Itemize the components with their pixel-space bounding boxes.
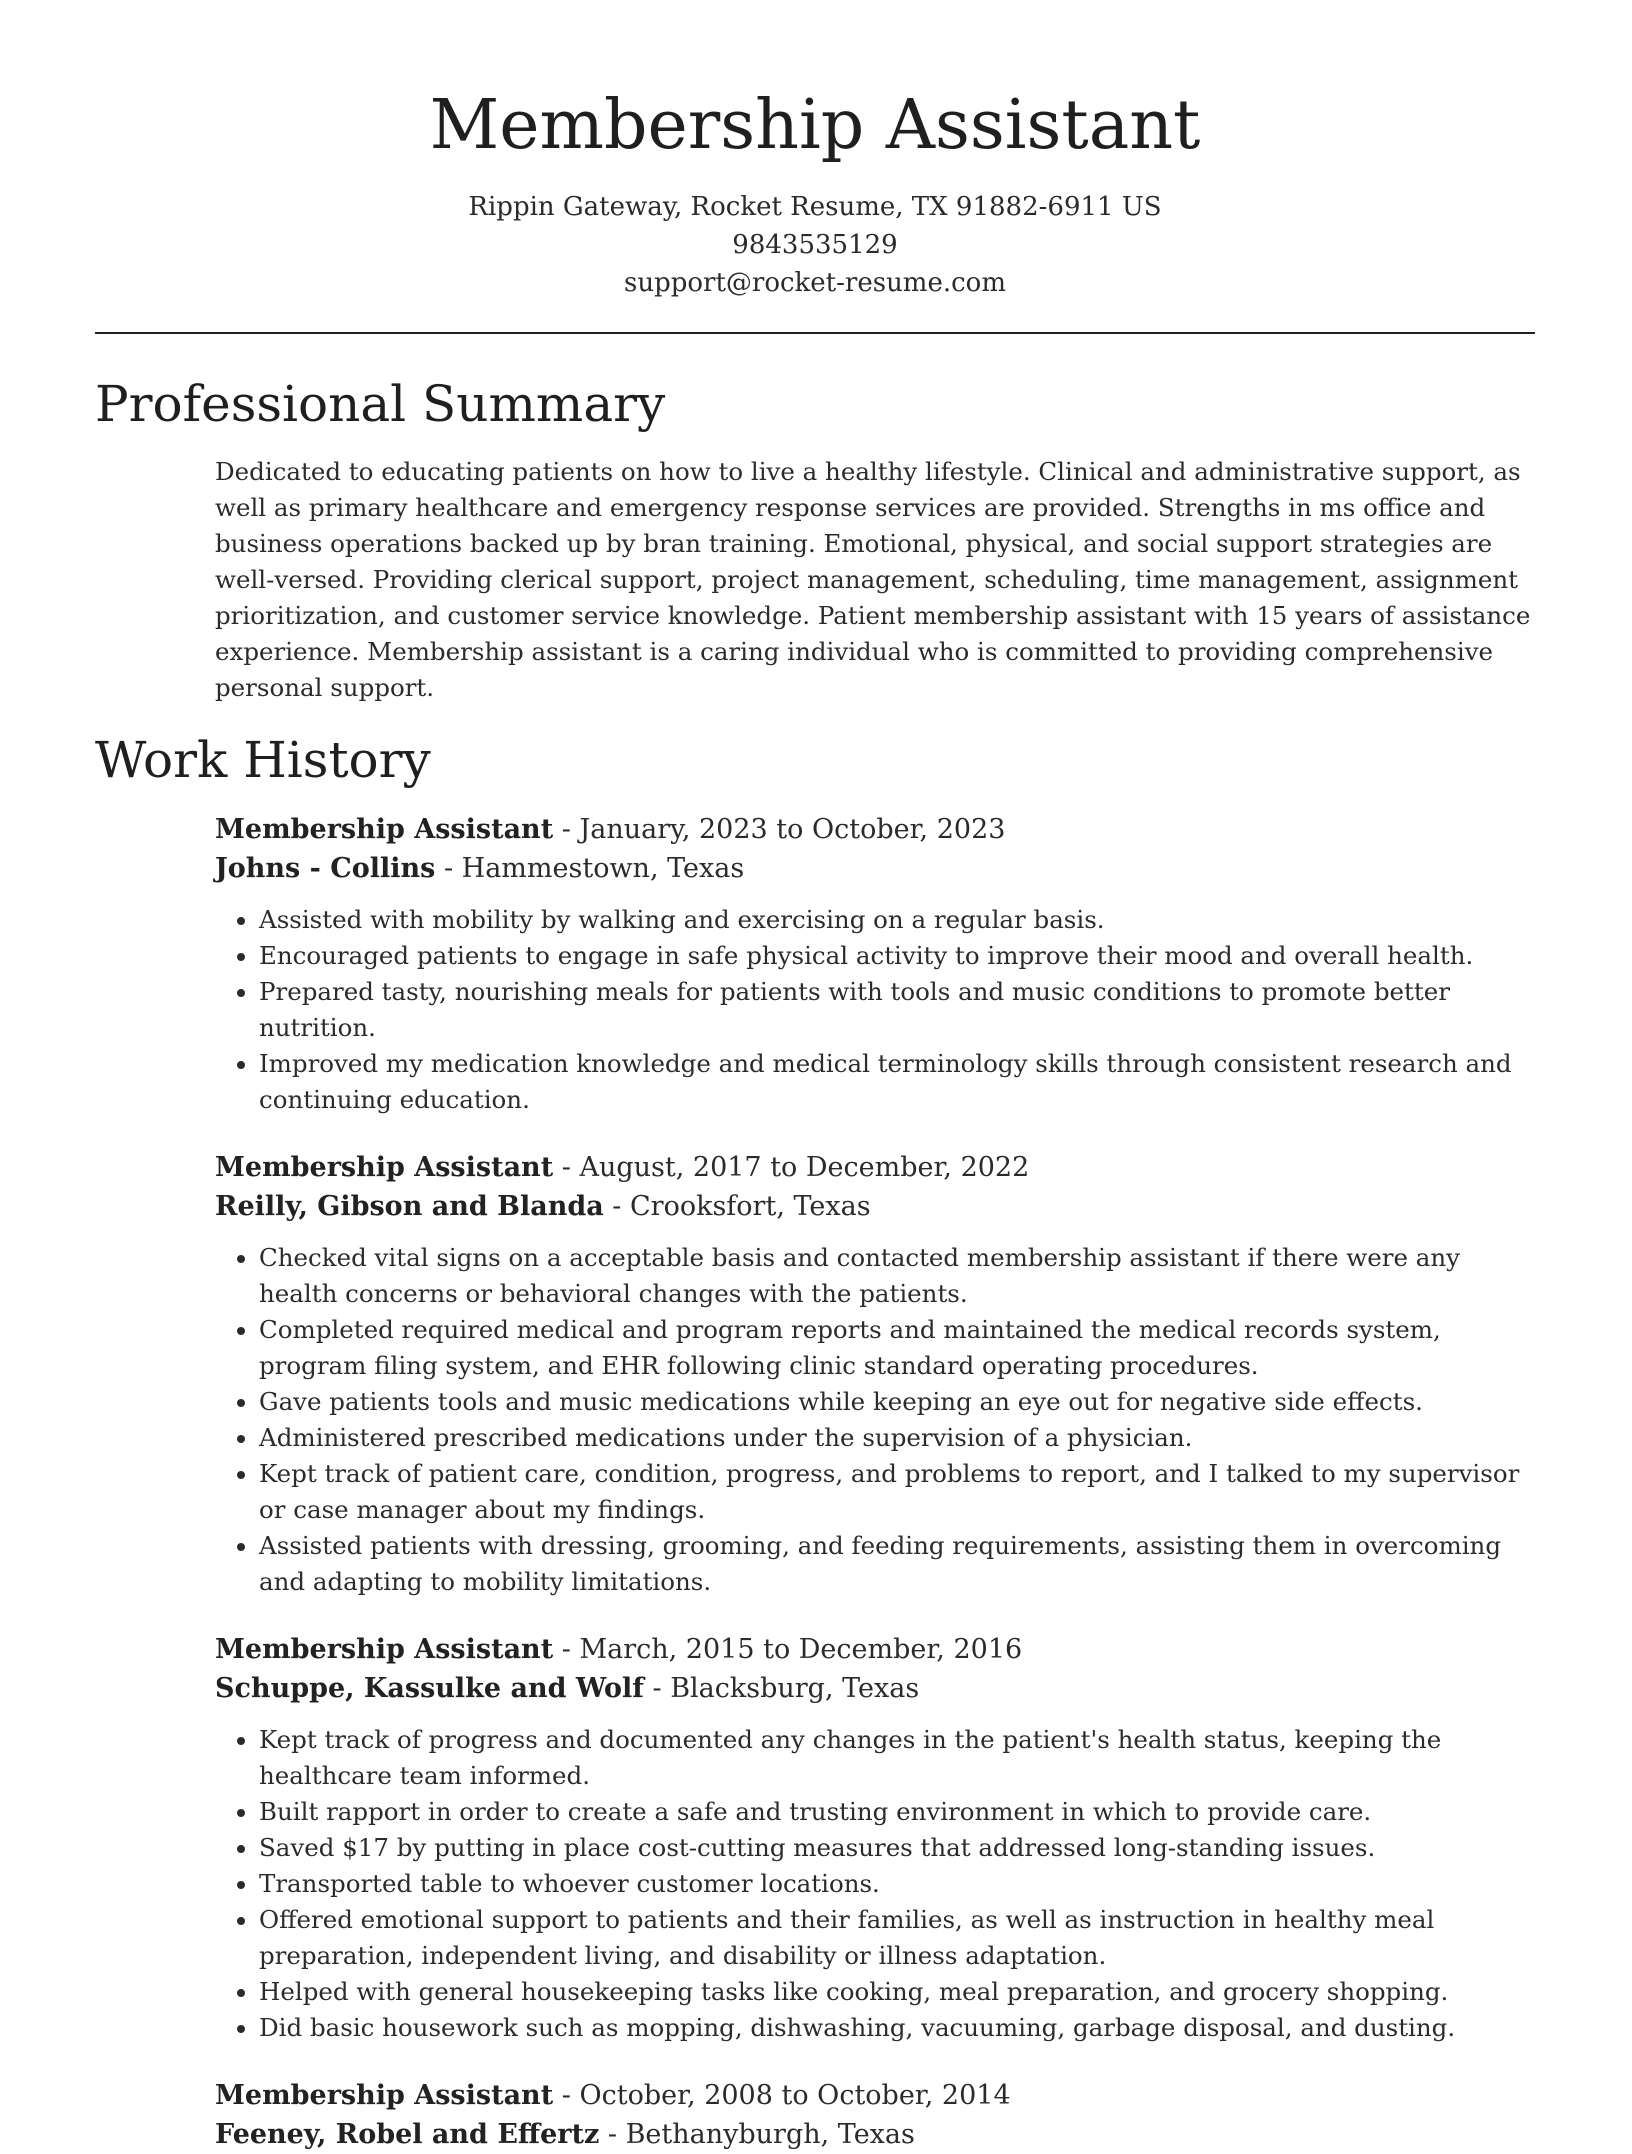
job-company: Johns - Collins — [215, 853, 436, 884]
job-duty-item: • Completed required medical and program reports and maintained the medical records system, program filing system, and EHR following clinic standard operating procedures. — [259, 1312, 1535, 1384]
contact-phone: 9843535129 — [732, 230, 898, 260]
job-duty-item: • Saved $17 by putting in place cost-cutting measures that addressed long-standing issues. — [259, 1830, 1535, 1866]
job-duty-item: • Checked vital signs on a acceptable basis and contacted membership assistant if there were any health concerns or behavioral changes with the patients. — [259, 1240, 1535, 1312]
job-separator: - — [435, 853, 462, 884]
job-separator: - — [553, 2080, 580, 2111]
job-duty-item: • Assisted with mobility by walking and exercising on a regular basis. — [259, 902, 1535, 938]
job-duties-list — [215, 1722, 1535, 2046]
resume-header — [95, 0, 1535, 302]
job-duty-item: • Encouraged patients to engage in safe physical activity to improve their mood and overall health. — [259, 938, 1535, 974]
job-duty-item: • Built rapport in order to create a safe and trusting environment in which to provide care. — [259, 1794, 1535, 1830]
job-duty-item: • Transported table to whoever customer locations. — [259, 1866, 1535, 1902]
candidate-name: Membership Assistant — [429, 86, 1201, 165]
job-title-line — [215, 2076, 1535, 2115]
job-entry — [215, 2076, 1535, 2154]
job-company-line — [215, 1187, 1535, 1226]
job-separator: - — [603, 1191, 631, 1222]
job-separator: - — [553, 814, 580, 845]
job-duty-item: • Prepared tasty, nourishing meals for patients with tools and music conditions to promote better nutrition. — [259, 974, 1535, 1046]
header-divider — [95, 332, 1535, 334]
job-duty-item: • Improved my medication knowledge and medical terminology skills through consistent research and continuing education. — [259, 1046, 1535, 1118]
job-company: Schuppe, Kassulke and Wolf — [215, 1673, 644, 1704]
work-history-heading: Work History — [95, 731, 431, 789]
job-location: Blacksburg, Texas — [670, 1673, 920, 1704]
job-separator: - — [553, 1152, 580, 1183]
job-company-line — [215, 2115, 1535, 2154]
job-duties-list — [215, 1240, 1535, 1600]
job-location: Bethanyburgh, Texas — [625, 2119, 915, 2150]
job-company: Feeney, Robel and Effertz — [215, 2119, 600, 2150]
job-title: Membership Assistant — [215, 1152, 554, 1183]
contact-email: support@rocket-resume.com — [623, 268, 1006, 298]
job-title: Membership Assistant — [215, 2080, 554, 2111]
job-title-line — [215, 1148, 1535, 1187]
summary-text: Dedicated to educating patients on how to live a healthy lifestyle. Clinical and administrative support, as well as primary healthcare and emergency response services are provided. Strengths in ms office and business operations backed up by bran training. Emotional, physical, and social support strategies are well-versed. Providing clerical support, project management, scheduling, time management, assignment prioritization, and customer service knowledge. Patient membership assistant with 15 years of assistance experience. Membership assistant is a caring individual who is committed to providing comprehensive personal support. — [215, 457, 1531, 702]
resume-page — [95, 0, 1535, 2154]
job-duty-item: • Offered emotional support to patients and their families, as well as instruction in healthy meal preparation, independent living, and disability or illness adaptation. — [259, 1902, 1535, 1974]
job-separator: - — [643, 1673, 671, 1704]
contact-info — [95, 188, 1535, 302]
job-company: Reilly, Gibson and Blanda — [215, 1191, 604, 1222]
job-dates: March, 2015 to December, 2016 — [579, 1634, 1023, 1665]
contact-address: Rippin Gateway, Rocket Resume, TX 91882-6911 US — [468, 192, 1162, 222]
job-duty-item: • Did basic housework such as mopping, dishwashing, vacuuming, garbage disposal, and dusting. — [259, 2010, 1535, 2046]
job-duty-item: • Assisted patients with dressing, grooming, and feeding requirements, assisting them in overcoming and adapting to mobility limitations. — [259, 1528, 1535, 1600]
job-entry — [215, 810, 1535, 1118]
job-company-line — [215, 1669, 1535, 1708]
job-dates: October, 2008 to October, 2014 — [579, 2080, 1011, 2111]
job-duty-item: • Gave patients tools and music medications while keeping an eye out for negative side effects. — [259, 1384, 1535, 1420]
summary-heading: Professional Summary — [95, 375, 666, 433]
job-title: Membership Assistant — [215, 814, 554, 845]
job-location: Hammestown, Texas — [461, 853, 745, 884]
job-separator: - — [553, 1634, 580, 1665]
job-title-line — [215, 1630, 1535, 1669]
job-title-line — [215, 810, 1535, 849]
job-dates: January, 2023 to October, 2023 — [579, 814, 1006, 845]
job-duty-item: • Kept track of progress and documented any changes in the patient's health status, keeping the healthcare team informed. — [259, 1722, 1535, 1794]
job-company-line — [215, 849, 1535, 888]
job-duty-item: • Administered prescribed medications under the supervision of a physician. — [259, 1420, 1535, 1456]
job-duties-list — [215, 902, 1535, 1118]
job-entry — [215, 1630, 1535, 2046]
work-history-list — [215, 810, 1535, 2154]
job-dates: August, 2017 to December, 2022 — [579, 1152, 1030, 1183]
job-duty-item: • Helped with general housekeeping tasks like cooking, meal preparation, and grocery shopping. — [259, 1974, 1535, 2010]
job-entry — [215, 1148, 1535, 1600]
job-location: Crooksfort, Texas — [630, 1191, 871, 1222]
job-duty-item: • Kept track of patient care, condition, progress, and problems to report, and I talked to my supervisor or case manager about my findings. — [259, 1456, 1535, 1528]
job-title: Membership Assistant — [215, 1634, 554, 1665]
job-separator: - — [599, 2119, 626, 2150]
